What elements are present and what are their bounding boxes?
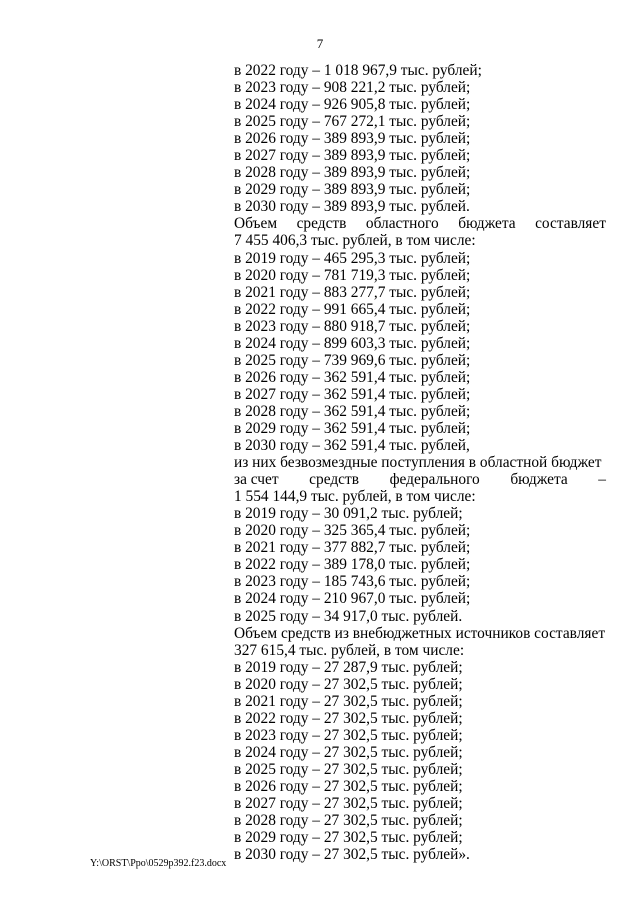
list-item: в 2025 году – 739 969,6 тыс. рублей; (234, 351, 471, 369)
list-item: в 2028 году – 389 893,9 тыс. рублей; (234, 164, 471, 182)
heading-word: средств (309, 471, 359, 489)
list-item: в 2026 году – 389 893,9 тыс. рублей; (234, 130, 471, 148)
list-item: в 2028 году – 27 302,5 тыс. рублей; (234, 812, 463, 830)
heading-word: областного (365, 215, 439, 233)
list-item: в 2030 году – 362 591,4 тыс. рублей, (234, 437, 470, 455)
list-item: в 2025 году – 34 917,0 тыс. рублей. (234, 607, 463, 625)
list-item: в 2020 году – 325 365,4 тыс. рублей; (234, 522, 471, 540)
list-item: в 2024 году – 27 302,5 тыс. рублей; (234, 743, 463, 761)
regional-budget-section (234, 215, 606, 454)
list-item: в 2020 году – 27 302,5 тыс. рублей; (234, 675, 463, 693)
list-item: в 2025 году – 767 272,1 тыс. рублей; (234, 113, 471, 131)
list-item: в 2026 году – 27 302,5 тыс. рублей; (234, 777, 463, 795)
list-item: в 2027 году – 389 893,9 тыс. рублей; (234, 147, 471, 165)
list-item: в 2021 году – 883 277,7 тыс. рублей; (234, 283, 471, 301)
list-item: в 2023 году – 880 918,7 тыс. рублей; (234, 317, 471, 335)
list-item: в 2026 году – 362 591,4 тыс. рублей; (234, 368, 471, 386)
federal-heading: из них безвозмездные поступления в областной бюджет (234, 454, 602, 472)
list-item: в 2030 году – 27 302,5 тыс. рублей». (234, 846, 470, 864)
page-number: 7 (316, 36, 324, 51)
list-item: в 2021 году – 377 882,7 тыс. рублей; (234, 539, 471, 557)
list-item: в 2023 году – 908 221,2 тыс. рублей; (234, 79, 471, 97)
heading-word: – (598, 471, 606, 489)
extrabudget-total: 327 615,4 тыс. рублей, в том числе: (234, 641, 465, 659)
list-item: в 2029 году – 362 591,4 тыс. рублей; (234, 419, 471, 437)
federal-heading-justified (234, 471, 606, 488)
list-item: в 2024 году – 899 603,3 тыс. рублей; (234, 334, 471, 352)
heading-word: за счет (234, 471, 279, 489)
list-item: в 2024 году – 210 967,0 тыс. рублей; (234, 590, 471, 608)
file-path-footer: Y:\ORST\Ppo\0529p392.f23.docx (90, 858, 227, 869)
list-item: в 2028 году – 362 591,4 тыс. рублей; (234, 402, 471, 420)
document-body (234, 62, 606, 863)
heading-word: федерального (389, 471, 480, 489)
extrabudget-heading: Объем средств из внебюджетных источников составляет (234, 624, 606, 642)
list-item: в 2025 году – 27 302,5 тыс. рублей; (234, 760, 463, 778)
list-item: в 2019 году – 465 295,3 тыс. рублей; (234, 249, 471, 267)
list-item: в 2027 году – 27 302,5 тыс. рублей; (234, 795, 463, 813)
extrabudgetary-section (234, 625, 606, 864)
block1-list (234, 62, 606, 215)
list-item: в 2020 году – 781 719,3 тыс. рублей; (234, 266, 471, 284)
list-item: в 2023 году – 27 302,5 тыс. рублей; (234, 726, 463, 744)
federal-funds-section (234, 454, 606, 624)
federal-total: 1 554 144,9 тыс. рублей, в том числе: (234, 488, 476, 506)
heading-word: составляет (535, 215, 606, 233)
regional-total: 7 455 406,3 тыс. рублей, в том числе: (234, 232, 476, 250)
list-item: в 2030 году – 389 893,9 тыс. рублей. (234, 198, 470, 216)
list-item: в 2023 году – 185 743,6 тыс. рублей; (234, 573, 471, 591)
heading-word: Объем (234, 215, 278, 233)
regional-heading (234, 215, 606, 232)
list-item: в 2021 году – 27 302,5 тыс. рублей; (234, 692, 463, 710)
list-item: в 2029 году – 27 302,5 тыс. рублей; (234, 829, 463, 847)
list-item: в 2022 году – 27 302,5 тыс. рублей; (234, 709, 463, 727)
list-item: в 2024 году – 926 905,8 тыс. рублей; (234, 96, 471, 114)
heading-word: средств (296, 215, 347, 233)
heading-word: бюджета (458, 215, 516, 233)
heading-word: бюджета (510, 471, 568, 489)
list-item: в 2027 году – 362 591,4 тыс. рублей; (234, 385, 471, 403)
list-item: в 2022 году – 389 178,0 тыс. рублей; (234, 556, 471, 574)
list-item: в 2019 году – 27 287,9 тыс. рублей; (234, 658, 463, 676)
list-item: в 2022 году – 991 665,4 тыс. рублей; (234, 300, 471, 318)
list-item: в 2022 году – 1 018 967,9 тыс. рублей; (234, 62, 482, 79)
list-item: в 2029 году – 389 893,9 тыс. рублей; (234, 181, 471, 199)
list-item: в 2019 году – 30 091,2 тыс. рублей; (234, 505, 463, 523)
